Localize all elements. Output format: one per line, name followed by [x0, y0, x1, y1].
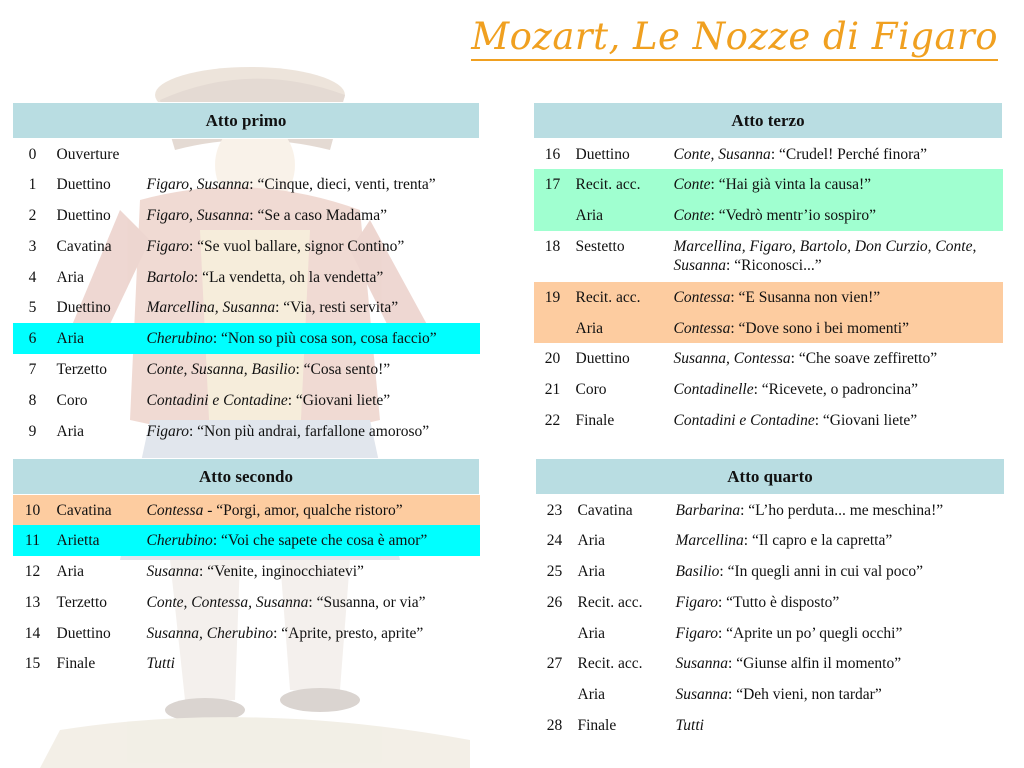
number-cell: 5	[28, 299, 37, 317]
incipit-text: “Tutto è disposto”	[726, 593, 840, 611]
number-row	[13, 556, 480, 587]
piece-type-cell: Duettino	[56, 207, 111, 225]
incipit-text: “Il capro e la capretta”	[751, 532, 893, 550]
characters-text: Conte, Susanna, Basilio	[146, 361, 296, 379]
number-row	[536, 495, 1005, 526]
characters-text: Bartolo	[146, 268, 194, 286]
act-table	[533, 102, 1003, 436]
number-cell: 1	[28, 176, 37, 194]
act-heading: Atto primo	[13, 103, 480, 139]
separator-text: :	[295, 361, 304, 379]
piece-type-cell: Duettino	[575, 350, 630, 368]
number-cell: 7	[28, 361, 37, 379]
separator-text: :	[273, 624, 282, 642]
piece-type-cell: Duettino	[575, 146, 630, 163]
characters-text: Marcellina, Susanna	[146, 299, 276, 317]
number-cell: 27	[546, 655, 563, 673]
characters-text: Contadini e Contadine	[673, 412, 815, 430]
piece-type-cell: Cavatina	[577, 502, 633, 519]
number-row	[536, 710, 1005, 741]
piece-type-cell: Recit. acc.	[577, 593, 643, 611]
number-cell: 24	[546, 532, 563, 550]
number-cell: 15	[24, 655, 41, 673]
characters-text: Contessa	[673, 319, 731, 337]
number-row	[536, 525, 1005, 556]
number-cell: 8	[28, 391, 37, 409]
piece-type-cell: Aria	[53, 323, 143, 354]
number-row	[536, 556, 1005, 587]
incipit-text: “Dove sono i bei momenti”	[738, 319, 909, 337]
incipit-text: “Via, resti servita”	[283, 299, 399, 317]
incipit-text: “In quegli anni in cui val poco”	[727, 563, 924, 581]
incipit-text: “Giovani liete”	[295, 391, 391, 409]
act-table-atto-secondo	[12, 458, 480, 679]
act-heading: Atto terzo	[534, 103, 1003, 139]
number-row	[534, 343, 1003, 374]
piece-type-cell: Finale	[575, 412, 615, 430]
piece-type-cell: Ouverture	[56, 146, 120, 163]
characters-text: Susanna, Contessa	[673, 350, 791, 368]
piece-type-cell: Cavatina	[53, 495, 143, 526]
number-cell: 14	[24, 624, 41, 642]
incipit-text: “Susanna, or via”	[316, 593, 426, 611]
description-cell	[672, 618, 1005, 649]
characters-text: Cherubino	[146, 330, 213, 348]
piece-type-cell: Coro	[575, 381, 607, 399]
incipit-text: “Se vuol ballare, signor Contino”	[197, 237, 405, 255]
separator-text: :	[287, 391, 296, 409]
number-row	[534, 313, 1003, 344]
characters-text: Conte, Contessa, Susanna	[146, 593, 309, 611]
description-cell	[670, 405, 1003, 436]
number-cell: 23	[546, 502, 563, 519]
number-cell: 12	[24, 563, 41, 581]
characters-text: Figaro	[675, 624, 718, 642]
number-cell: 28	[546, 717, 563, 735]
separator-text: :	[308, 593, 317, 611]
characters-text: Figaro	[146, 237, 189, 255]
incipit-text: “Deh vieni, non tardar”	[736, 686, 882, 704]
separator-text: :	[193, 268, 203, 286]
act-heading: Atto secondo	[13, 459, 480, 495]
separator-text: :	[710, 176, 719, 194]
description-cell	[143, 292, 480, 323]
act-table	[535, 458, 1005, 741]
separator-text: :	[770, 146, 779, 163]
separator-text: :	[730, 288, 739, 306]
incipit-text: “La vendetta, oh la vendetta”	[202, 268, 384, 286]
piece-type-cell: Duettino	[56, 176, 111, 194]
characters-text: Marcellina	[675, 532, 744, 550]
number-cell: 13	[24, 593, 41, 611]
separator-text: :	[249, 207, 258, 225]
separator-text: :	[753, 381, 762, 399]
number-cell: 22	[544, 412, 561, 430]
description-cell	[143, 525, 480, 556]
piece-type-cell: Aria	[577, 532, 606, 550]
number-row	[13, 323, 480, 354]
description-cell	[670, 169, 1003, 200]
description-cell	[670, 200, 1003, 231]
separator-text: :	[743, 532, 752, 550]
number-cell	[534, 313, 572, 344]
incipit-text: “Non più andrai, farfallone amoroso”	[197, 422, 430, 440]
separator-text: :	[728, 655, 737, 673]
characters-text: Conte, Susanna	[673, 146, 771, 163]
piece-type-cell: Recit. acc.	[572, 282, 670, 313]
separator-text: :	[740, 502, 749, 519]
incipit-text: “Hai già vinta la causa!”	[718, 176, 872, 194]
piece-type-cell: Aria	[56, 268, 85, 286]
characters-text: Figaro, Susanna	[146, 207, 250, 225]
incipit-text: “Vedrò mentr’io sospiro”	[718, 207, 876, 225]
incipit-text: “Venite, inginocchiatevi”	[207, 563, 364, 581]
description-cell	[670, 374, 1003, 405]
separator-text: :	[717, 624, 727, 642]
number-row	[534, 200, 1003, 231]
separator-text: :	[790, 350, 799, 368]
description-cell	[672, 556, 1005, 587]
description-cell	[670, 139, 1003, 170]
incipit-text: “Ricevete, o padroncina”	[761, 381, 918, 399]
description-cell	[143, 385, 480, 416]
piece-type-cell: Recit. acc.	[572, 169, 670, 200]
incipit-text: “Porgi, amor, qualche ristoro”	[216, 502, 403, 519]
description-cell	[672, 587, 1005, 618]
separator-text: :	[275, 299, 284, 317]
act-heading: Atto quarto	[536, 459, 1005, 495]
incipit-text: “Se a caso Madama”	[257, 207, 387, 225]
separator-text: :	[212, 532, 221, 550]
description-cell	[672, 525, 1005, 556]
act-table-atto-primo	[12, 102, 480, 446]
number-row	[13, 354, 480, 385]
incipit-text: “Riconosci...”	[734, 256, 822, 274]
number-cell: 10	[13, 495, 53, 526]
separator-text: :	[249, 176, 258, 194]
number-cell: 3	[28, 237, 37, 255]
number-row	[534, 231, 1003, 282]
separator-text: :	[719, 563, 728, 581]
description-cell	[672, 679, 1005, 710]
number-row	[534, 374, 1003, 405]
number-row	[13, 231, 480, 262]
number-cell	[536, 679, 574, 710]
number-cell: 11	[13, 525, 53, 556]
incipit-text: “L’ho perduta... me meschina!”	[748, 502, 944, 519]
number-row	[13, 495, 480, 526]
description-cell	[670, 282, 1003, 313]
number-cell: 26	[546, 593, 563, 611]
act-table-atto-terzo	[533, 102, 1003, 436]
incipit-text: “Non so più cosa son, cosa faccio”	[221, 330, 437, 348]
number-row	[13, 200, 480, 231]
characters-text: Tutti	[146, 655, 175, 673]
characters-text: Conte	[673, 207, 711, 225]
description-cell	[143, 556, 480, 587]
number-cell: 2	[28, 207, 37, 225]
characters-text: Contadini e Contadine	[146, 391, 288, 409]
description-cell	[143, 200, 480, 231]
description-cell	[143, 139, 480, 170]
number-row	[13, 648, 480, 679]
characters-text: Susanna	[675, 686, 729, 704]
number-cell: 16	[544, 146, 561, 163]
description-cell	[143, 323, 480, 354]
incipit-text: “Giovani liete”	[822, 412, 918, 430]
separator-text: :	[726, 256, 735, 274]
characters-text: Figaro	[675, 593, 718, 611]
piece-type-cell: Aria	[572, 200, 670, 231]
number-row	[13, 416, 480, 447]
piece-type-cell: Duettino	[56, 299, 111, 317]
act-table	[12, 458, 480, 679]
number-cell: 9	[28, 422, 37, 440]
separator-text: :	[188, 237, 198, 255]
characters-text: Basilio	[675, 563, 720, 581]
description-cell	[143, 354, 480, 385]
number-row	[13, 139, 480, 170]
number-row	[534, 139, 1003, 170]
piece-type-cell: Cavatina	[56, 237, 112, 255]
number-row	[13, 587, 480, 618]
characters-text: Figaro, Susanna	[146, 176, 250, 194]
separator-text: :	[188, 422, 198, 440]
piece-type-cell: Aria	[56, 422, 85, 440]
number-cell: 25	[546, 563, 563, 581]
incipit-text: “Crudel! Perché finora”	[779, 146, 928, 163]
description-cell	[143, 587, 480, 618]
incipit-text: “Che soave zeffiretto”	[798, 350, 938, 368]
number-cell: 4	[28, 268, 37, 286]
number-row	[536, 648, 1005, 679]
number-row	[13, 385, 480, 416]
number-row	[13, 525, 480, 556]
number-row	[534, 282, 1003, 313]
number-row	[13, 618, 480, 649]
characters-text: Cherubino	[146, 532, 213, 550]
number-row	[536, 587, 1005, 618]
piece-type-cell: Terzetto	[56, 593, 108, 611]
characters-text: Figaro	[146, 422, 189, 440]
incipit-text: “Voi che sapete che cosa è amor”	[221, 532, 428, 550]
piece-type-cell: Duettino	[56, 624, 111, 642]
page-title: Mozart, Le Nozze di Figaro	[471, 18, 998, 61]
characters-text: Susanna	[675, 655, 729, 673]
separator-text: :	[717, 593, 727, 611]
characters-text: Conte	[673, 176, 711, 194]
description-cell	[670, 343, 1003, 374]
piece-type-cell: Sestetto	[575, 237, 625, 255]
piece-type-cell: Aria	[577, 563, 606, 581]
separator-text: :	[728, 686, 737, 704]
incipit-text: “Cosa sento!”	[303, 361, 391, 379]
number-row	[13, 169, 480, 200]
description-cell	[143, 262, 480, 293]
description-cell	[672, 710, 1005, 741]
separator-text: :	[710, 207, 719, 225]
description-cell	[143, 169, 480, 200]
piece-type-cell: Recit. acc.	[577, 655, 643, 673]
incipit-text: “Giunse alfin il momento”	[736, 655, 902, 673]
description-cell	[143, 416, 480, 447]
piece-type-cell: Arietta	[53, 525, 143, 556]
separator-text: :	[730, 319, 739, 337]
act-table	[12, 102, 480, 446]
piece-type-cell: Finale	[56, 655, 96, 673]
incipit-text: “Aprite un po’ quegli occhi”	[726, 624, 903, 642]
act-table-atto-quarto	[535, 458, 1005, 741]
characters-text: Susanna	[146, 563, 200, 581]
number-row	[13, 262, 480, 293]
piece-type-cell: Aria	[577, 624, 606, 642]
description-cell	[672, 495, 1005, 526]
characters-text: Contessa	[146, 502, 204, 519]
characters-text: Tutti	[675, 717, 704, 735]
description-cell	[143, 231, 480, 262]
number-cell: 6	[13, 323, 53, 354]
characters-text: Susanna, Cherubino	[146, 624, 274, 642]
number-cell: 0	[28, 146, 37, 163]
piece-type-cell: Terzetto	[56, 361, 108, 379]
description-cell	[143, 495, 480, 526]
number-row	[536, 679, 1005, 710]
number-cell	[534, 200, 572, 231]
incipit-text: “Aprite, presto, aprite”	[281, 624, 424, 642]
number-cell: 18	[544, 237, 561, 255]
number-cell	[536, 618, 574, 649]
piece-type-cell: Aria	[56, 563, 85, 581]
incipit-text: “Cinque, dieci, venti, trenta”	[257, 176, 436, 194]
characters-text: Barbarina	[675, 502, 741, 519]
incipit-text: “E Susanna non vien!”	[738, 288, 881, 306]
description-cell	[143, 618, 480, 649]
characters-text: Contessa	[673, 288, 731, 306]
characters-text: Marcellina, Figaro, Bartolo, Don Curzio, Conte, Susanna	[673, 237, 977, 274]
number-cell: 21	[544, 381, 561, 399]
number-row	[536, 618, 1005, 649]
number-cell: 19	[534, 282, 572, 313]
piece-type-cell: Finale	[577, 717, 617, 735]
number-cell: 20	[544, 350, 561, 368]
piece-type-cell: Coro	[56, 391, 88, 409]
number-row	[13, 292, 480, 323]
description-cell	[143, 648, 480, 679]
description-cell	[672, 648, 1005, 679]
separator-text: :	[212, 330, 221, 348]
description-cell	[670, 231, 1003, 282]
number-row	[534, 405, 1003, 436]
number-row	[534, 169, 1003, 200]
piece-type-cell: Aria	[572, 313, 670, 344]
separator-text: :	[814, 412, 823, 430]
description-cell	[670, 313, 1003, 344]
number-cell: 17	[534, 169, 572, 200]
characters-text: Contadinelle	[673, 381, 754, 399]
piece-type-cell: Aria	[577, 686, 606, 704]
separator-text: :	[199, 563, 208, 581]
separator-text: -	[203, 502, 217, 519]
